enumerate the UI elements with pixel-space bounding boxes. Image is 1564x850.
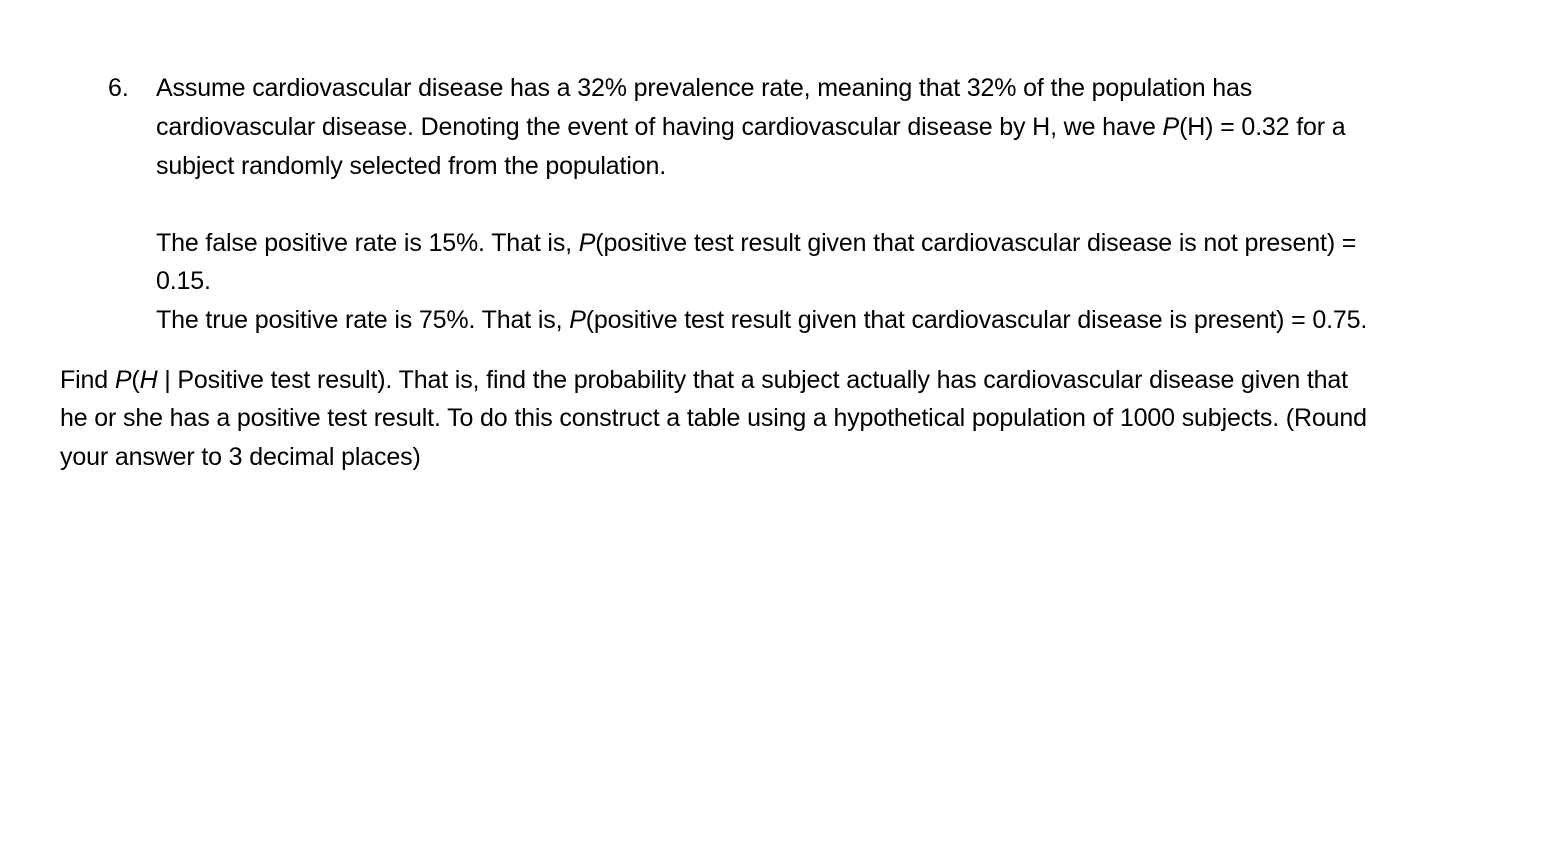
- false-positive-text-a: The false positive rate is 15%. That is,: [156, 229, 579, 257]
- true-positive-line: [156, 304, 1367, 336]
- task-line-1: [60, 364, 1348, 396]
- task-line-3: your answer to 3 decimal places): [60, 443, 421, 471]
- intro-line-2-text-a: cardiovascular disease. Denoting the event of having cardiovascular disease by H, we have: [156, 113, 1163, 141]
- task-text-b: | Positive test result). That is, find the probability that a subject actually has cardiovascular disease given that: [157, 366, 1348, 394]
- task-text-a: Find: [60, 366, 115, 394]
- intro-line-2-text-b: (H) = 0.32 for a: [1179, 113, 1346, 141]
- false-positive-line-2: 0.15.: [156, 267, 211, 295]
- false-positive-prob-symbol: P: [578, 229, 596, 257]
- intro-line-2-prob-symbol: P: [1162, 113, 1180, 141]
- task-prob-symbol: P: [114, 366, 132, 394]
- intro-line-2: [156, 111, 1346, 143]
- true-positive-text-b: (positive test result given that cardiovascular disease is present) = 0.75.: [585, 306, 1368, 334]
- true-positive-prob-symbol: P: [569, 306, 586, 334]
- false-positive-line-1: [156, 227, 1356, 259]
- question-number: 6.: [108, 74, 129, 102]
- true-positive-text-a: The true positive rate is 75%. That is,: [156, 306, 570, 334]
- intro-line-1: Assume cardiovascular disease has a 32% prevalence rate, meaning that 32% of the population has: [156, 74, 1253, 102]
- task-line-2: he or she has a positive test result. To do this construct a table using a hypothetical population of 1000 subjects. (Round: [60, 404, 1367, 432]
- task-paren: (: [131, 366, 140, 394]
- false-positive-text-b: (positive test result given that cardiovascular disease is not present) =: [595, 229, 1357, 257]
- task-event-symbol: H: [139, 366, 158, 394]
- intro-line-3: subject randomly selected from the population.: [156, 152, 667, 180]
